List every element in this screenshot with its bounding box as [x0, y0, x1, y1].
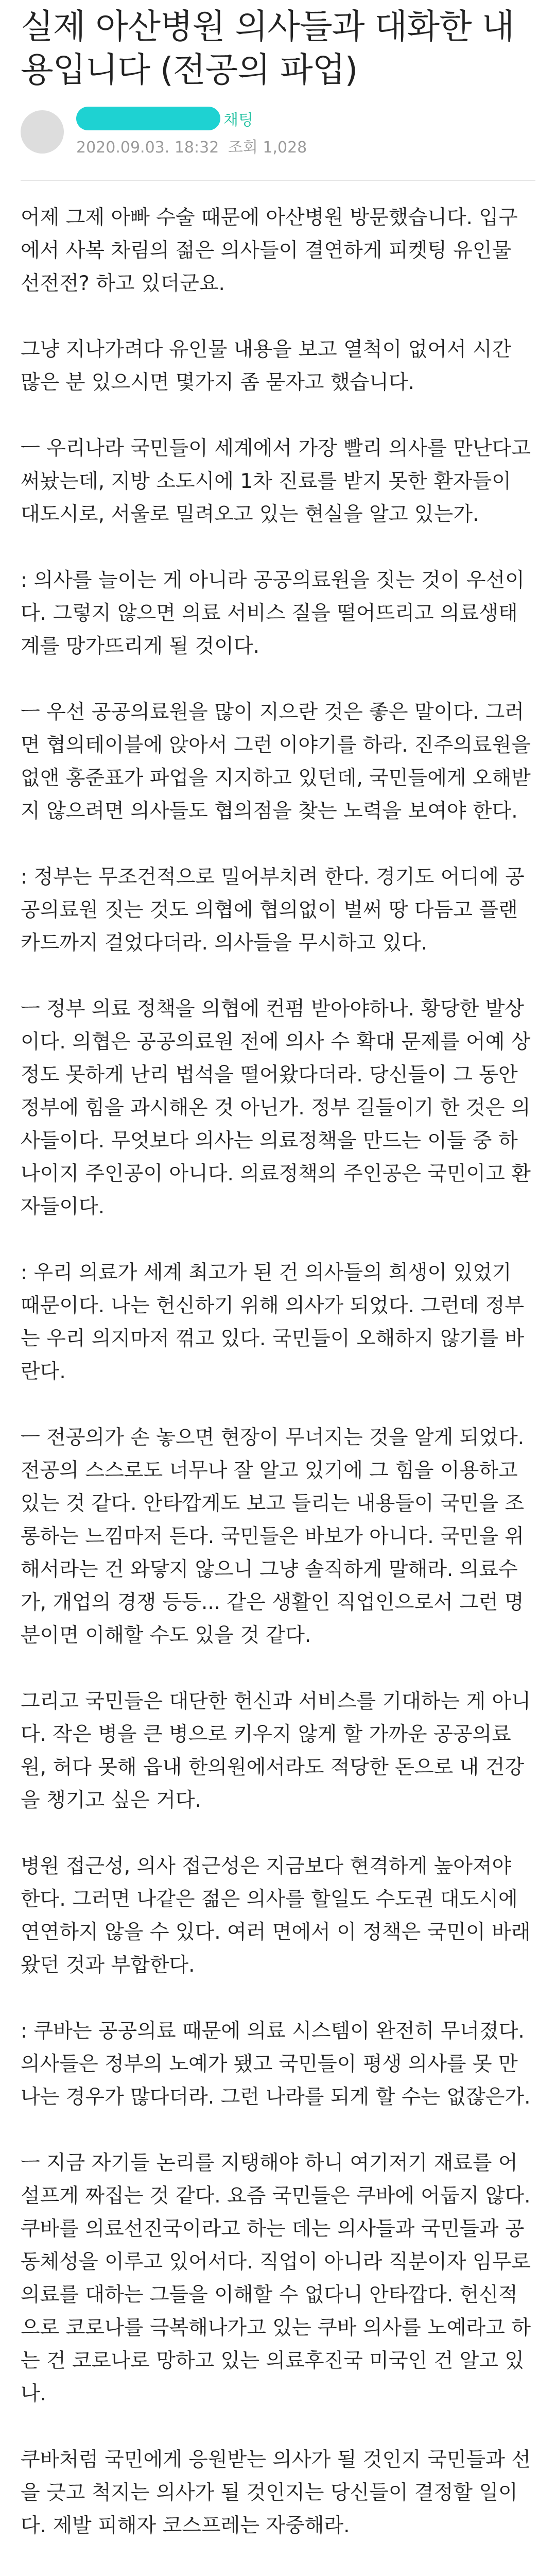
author-row	[21, 107, 535, 157]
post-title: 실제 아산병원 의사들과 대화한 내용입니다 (전공의 파업)	[21, 7, 514, 90]
paragraph: 쿠바처럼 국민에게 응원받는 의사가 될 것인지 국민들과 선을 긋고 척지는 의사가 될 것인지는 당신들이 결정할 일이다. 제발 피해자 코스프레는 자중해라.	[21, 2448, 531, 2537]
author-line	[76, 107, 307, 130]
header-divider	[21, 180, 535, 181]
views-count: 1,028	[263, 138, 307, 157]
post-content	[21, 201, 535, 2576]
paragraph: 어제 그제 아빠 수술 때문에 아산병원 방문했습니다. 입구에서 사복 차림의 젊은 의사들이 결연하게 피켓팅 유인물 선전전? 하고 있더군요.	[21, 206, 518, 295]
paragraph: : 의사를 늘이는 게 아니라 공공의료원을 짓는 것이 우선이다. 그렇지 않으면 의료 서비스 질을 떨어뜨리고 의료생태계를 망가뜨리게 될 것이다.	[21, 568, 525, 658]
views-label: 조회	[228, 138, 258, 157]
paragraph: 그리고 국민들은 대단한 헌신과 서비스를 기대하는 게 아니다. 작은 병을 큰 병으로 키우지 않게 할 가까운 공공의료원, 허다 못해 읍내 한의원에서라도 적당한 돈으로 내 건강을 챙기고 싶은 거다.	[21, 1689, 531, 1812]
author-meta	[76, 107, 307, 157]
post-meta	[76, 134, 307, 157]
paragraph: ㅡ 우선 공공의료원을 많이 지으란 것은 좋은 말이다. 그러면 협의테이블에 앉아서 그런 이야기를 하라. 진주의료원을 없앤 홍준표가 파업을 지지하고 있던데, 국민들에게 오해받지 않으려면 의사들도 협의점을 찾는 노력을 보여야 한다.	[21, 700, 537, 823]
paragraph: ㅡ 우리나라 국민들이 세계에서 가장 빨리 의사를 만난다고 써놨는데, 지방 소도시에 1차 진료를 받지 못한 환자들이 대도시로, 서울로 밀려오고 있는 현실을 알고 있는가.	[21, 436, 537, 526]
author-tag[interactable]: 채팅	[223, 111, 253, 129]
paragraph: ㅡ 전공의가 손 놓으면 현장이 무너지는 것을 알게 되었다. 전공의 스스로도 너무나 잘 알고 있기에 그 힘을 이용하고 있는 것 같다. 안타깝게도 보고 들리는 내용들이 국민을 조롱하는 느낌마저 든다. 국민들은 바보가 아니다. 국민을 위해서라는 건 와닿지 않으니 그냥 솔직하게 말해라. 의료수가, 개업의 경쟁 등등... 같은 생활인 직업인으로서 그런 명분이면 이해할 수도 있을 것 같다.	[21, 1426, 531, 1647]
paragraph: ㅡ 정부 의료 정책을 의협에 컨펌 받아야하나. 황당한 발상이다. 의협은 공공의료원 전에 의사 수 확대 문제를 어예 상정도 못하게 난리 법석을 떨어왔다더라. 당신들이 그 동안 정부에 힘을 과시해온 것 아닌가. 정부 길들이기 한 것은 의사들이다. 무엇보다 의사는 의료정책을 만드는 이들 중 하나이지 주인공이 아니다. 의료정책의 주인공은 국민이고 환자들이다.	[21, 997, 531, 1218]
paragraph: 그냥 지나가려다 유인물 내용을 보고 열척이 없어서 시간 많은 분 있으시면 몇가지 좀 묻자고 했습니다.	[21, 337, 518, 394]
paragraph: 병원 접근성, 의사 접근성은 지금보다 현격하게 높아져야 한다. 그러면 나같은 젊은 의사를 할일도 수도권 대도시에 연연하지 않을 수 있다. 여러 면에서 이 정책은 국민이 바래왔던 것과 부합한다.	[21, 1854, 531, 1977]
paragraph: : 쿠바는 공공의료 때문에 의료 시스템이 완전히 무너졌다. 의사들은 정부의 노예가 됐고 국민들이 평생 의사를 못 만나는 경우가 많다더라. 그런 나라를 되게 할 수는 없잖은가.	[21, 2019, 531, 2109]
avatar[interactable]	[21, 110, 64, 154]
paragraph: : 정부는 무조건적으로 밀어부치려 한다. 경기도 어디에 공공의료원 짓는 것도 의협에 협의없이 벌써 땅 다듬고 플랜카드까지 걸었다더라. 의사들을 무시하고 있다.	[21, 865, 525, 955]
author-name-redacted[interactable]	[76, 107, 220, 130]
paragraph: : 우리 의료가 세계 최고가 된 건 의사들의 희생이 있었기 때문이다. 나는 헌신하기 위해 의사가 되었다. 그런데 정부는 우리 의지마저 꺾고 있다. 국민들이 오해하지 않기를 바란다.	[21, 1261, 525, 1383]
post-date: 2020.09.03. 18:32	[76, 138, 219, 157]
paragraph: ㅡ 지금 자기들 논리를 지탱해야 하니 여기저기 재료를 어설프게 짜집는 것 같다. 요즘 국민들은 쿠바에 어둡지 않다. 쿠바를 의료선진국이라고 하는 데는 의사들과 국민들과 공동체성을 이루고 있어서다. 직업이 아니라 직분이자 임무로 의료를 대하는 그들을 이해할 수 없다니 안타깝다. 헌신적으로 코로나를 극복해나가고 있는 쿠바 의사를 노예라고 하는 건 코로나로 망하고 있는 의료후진국 미국인 건 알고 있나.	[21, 2151, 537, 2405]
